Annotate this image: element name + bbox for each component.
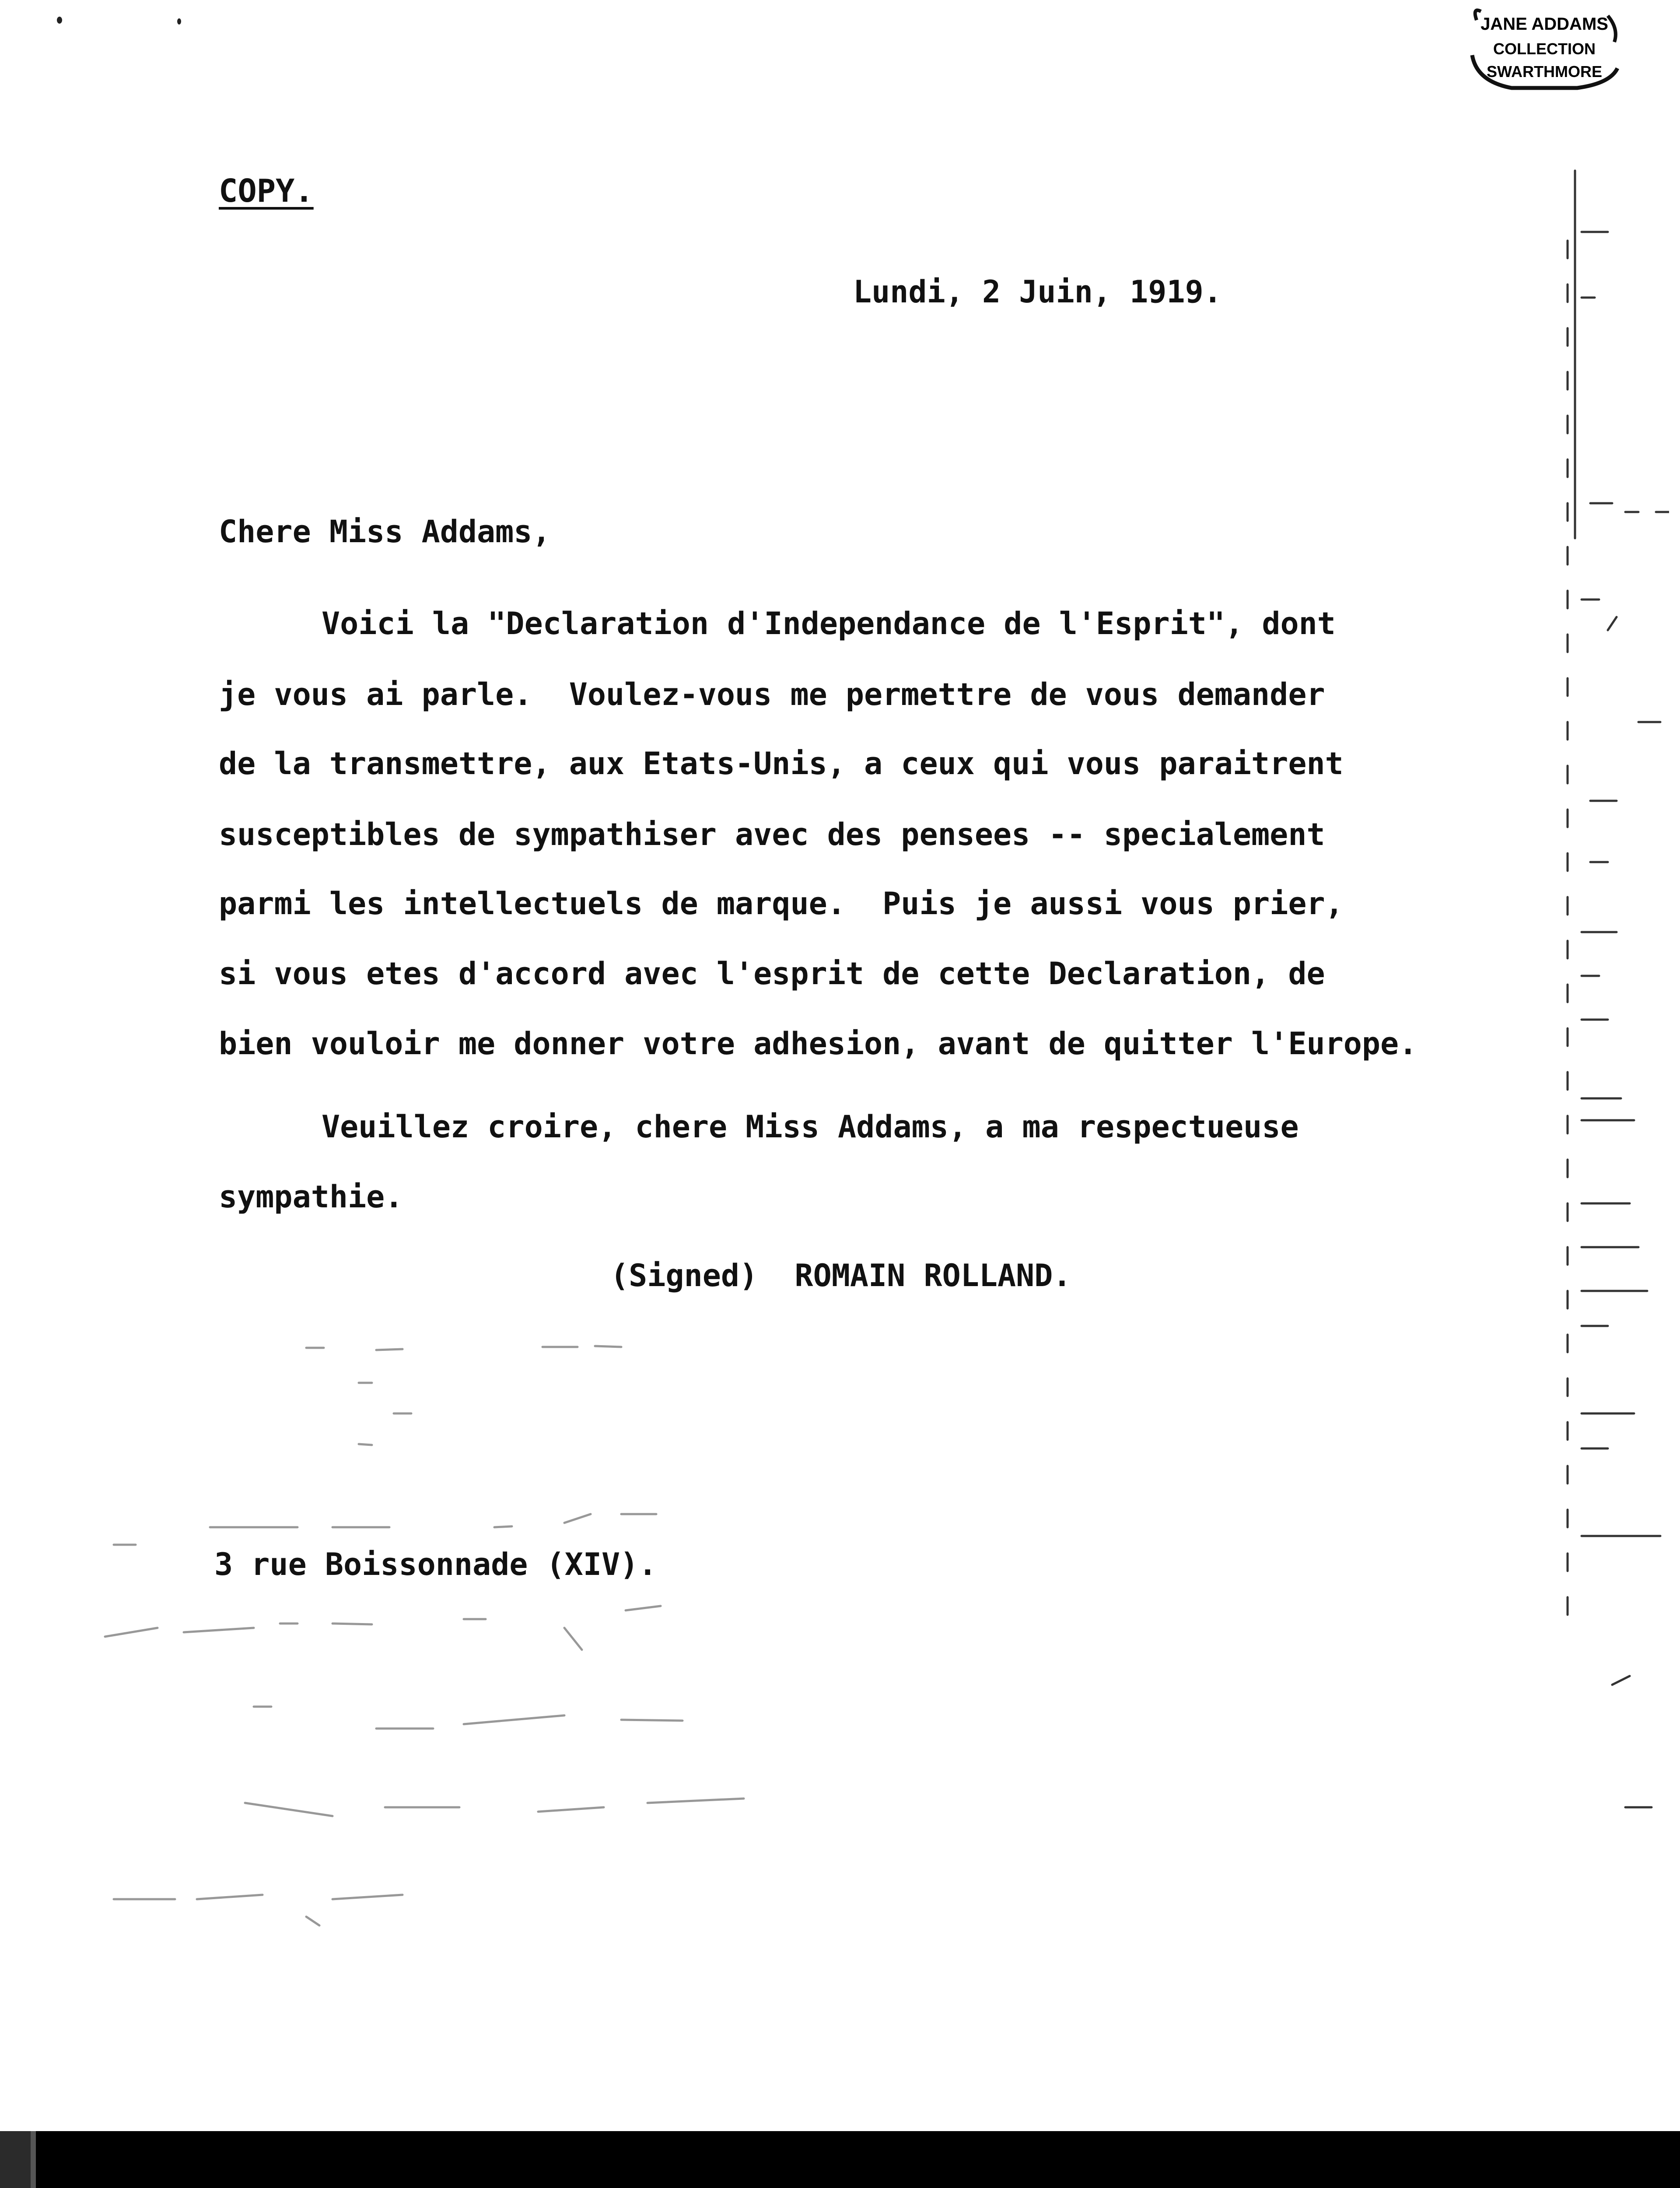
closing-line-2: sympathie. bbox=[219, 1179, 403, 1215]
stamp-line-2: COLLECTION bbox=[1493, 40, 1596, 58]
body-line-4: susceptibles de sympathiser avec des pensees -- specialement bbox=[219, 817, 1325, 852]
adjacent-sheet-edge bbox=[1564, 144, 1669, 1851]
signature: (Signed) ROMAIN ROLLAND. bbox=[610, 1258, 1071, 1294]
body-line-5: parmi les intellectuels de marque. Puis je aussi vous prier, bbox=[219, 886, 1344, 922]
stamp-line-3: SWARTHMORE bbox=[1487, 63, 1602, 81]
body-line-2: je vous ai parle. Voulez-vous me permettre de vous demander bbox=[219, 677, 1325, 712]
scanner-bed-strip bbox=[0, 2131, 31, 2188]
closing-line-1: Veuillez croire, chere Miss Addams, a ma respectueuse bbox=[322, 1109, 1299, 1145]
letter-heading: COPY. bbox=[219, 172, 314, 209]
body-line-6: si vous etes d'accord avec l'esprit de cette Declaration, de bbox=[219, 956, 1325, 992]
body-line-1: Voici la "Declaration d'Independance de l'Esprit", dont bbox=[322, 606, 1336, 642]
body-line-7: bien vouloir me donner votre adhesion, avant de quitter l'Europe. bbox=[219, 1026, 1418, 1062]
sender-address: 3 rue Boissonnade (XIV). bbox=[214, 1546, 657, 1582]
stamp-line-1: JANE ADDAMS bbox=[1480, 14, 1608, 34]
letter-date: Lundi, 2 Juin, 1919. bbox=[853, 274, 1222, 310]
scan-noise bbox=[0, 1335, 1312, 1947]
scanner-bed bbox=[0, 2131, 1680, 2188]
collection-stamp bbox=[1463, 3, 1625, 90]
body-line-3: de la transmettre, aux Etats-Unis, a ceux qui vous paraitrent bbox=[219, 746, 1344, 782]
letter-salutation: Chere Miss Addams, bbox=[219, 514, 551, 550]
